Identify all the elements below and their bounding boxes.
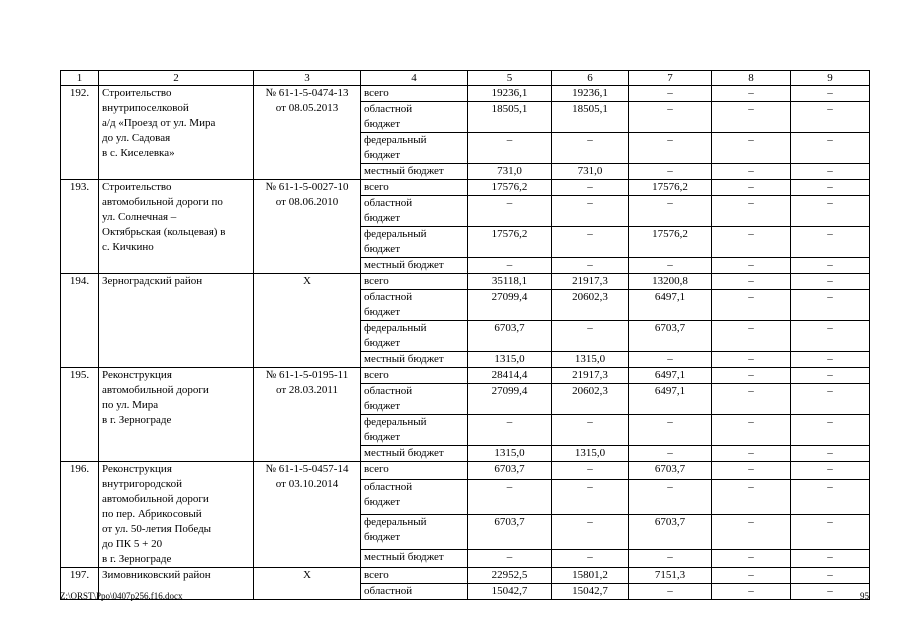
amount-cell: –: [552, 549, 629, 567]
funding-source: местный бюджет: [361, 164, 468, 180]
amount-cell: –: [468, 415, 552, 446]
funding-source: всего: [361, 368, 468, 384]
amount-cell: 731,0: [552, 164, 629, 180]
amount-cell: –: [791, 86, 870, 102]
amount-cell: 20602,3: [552, 290, 629, 321]
amount-cell: –: [629, 584, 712, 600]
amount-cell: –: [791, 584, 870, 600]
amount-cell: 1315,0: [552, 352, 629, 368]
amount-cell: 13200,8: [629, 274, 712, 290]
amount-cell: 15042,7: [468, 584, 552, 600]
amount-cell: 20602,3: [552, 384, 629, 415]
amount-cell: –: [791, 227, 870, 258]
amount-cell: –: [791, 462, 870, 480]
page-number: 95: [860, 591, 869, 601]
table-row: [61, 368, 870, 384]
amount-cell: 7151,3: [629, 568, 712, 584]
amount-cell: –: [791, 290, 870, 321]
amount-cell: 28414,4: [468, 368, 552, 384]
amount-cell: –: [712, 549, 791, 567]
funding-source: всего: [361, 462, 468, 480]
amount-cell: 22952,5: [468, 568, 552, 584]
column-header: 2: [99, 71, 254, 86]
item-name: Реконструкция автомобильной дороги по ул. Мира в г. Зернограде: [99, 368, 254, 462]
amount-cell: –: [552, 258, 629, 274]
amount-cell: –: [629, 415, 712, 446]
item-name: Зимовниковский район: [99, 568, 254, 600]
item-name: Зерноградский район: [99, 274, 254, 368]
amount-cell: –: [468, 196, 552, 227]
amount-cell: 6703,7: [629, 514, 712, 549]
amount-cell: 19236,1: [552, 86, 629, 102]
column-header: 7: [629, 71, 712, 86]
item-number: 194.: [61, 274, 99, 368]
amount-cell: –: [712, 352, 791, 368]
item-document: Х: [254, 274, 361, 368]
amount-cell: –: [712, 86, 791, 102]
funding-source: областной бюджет: [361, 102, 468, 133]
amount-cell: –: [712, 568, 791, 584]
amount-cell: –: [552, 196, 629, 227]
table-row: [61, 462, 870, 480]
amount-cell: –: [629, 446, 712, 462]
amount-cell: 27099,4: [468, 290, 552, 321]
amount-cell: 1315,0: [468, 352, 552, 368]
amount-cell: –: [629, 86, 712, 102]
funding-source: всего: [361, 180, 468, 196]
amount-cell: –: [791, 415, 870, 446]
amount-cell: 1315,0: [552, 446, 629, 462]
funding-source: местный бюджет: [361, 258, 468, 274]
amount-cell: –: [712, 164, 791, 180]
item-document: № 61-1-5-0195-11 от 28.03.2011: [254, 368, 361, 462]
item-name: Строительство внутрипоселковой а/д «Проезд от ул. Мира до ул. Садовая в с. Киселевка»: [99, 86, 254, 180]
item-name: Реконструкция внутригородской автомобильной дороги по пер. Абрикосовый от ул. 50-летия Победы до ПК 5 + 20 в г. Зернограде: [99, 462, 254, 568]
amount-cell: –: [629, 133, 712, 164]
amount-cell: 17576,2: [629, 227, 712, 258]
table-row: [61, 86, 870, 102]
file-path: Z:\ORST\Ppo\0407p256.f16.docx: [60, 591, 183, 601]
amount-cell: 731,0: [468, 164, 552, 180]
amount-cell: 18505,1: [468, 102, 552, 133]
amount-cell: –: [791, 274, 870, 290]
item-number: 197.: [61, 568, 99, 600]
amount-cell: –: [791, 258, 870, 274]
amount-cell: 17576,2: [468, 227, 552, 258]
table-row: [61, 274, 870, 290]
amount-cell: –: [552, 480, 629, 515]
funding-source: областной бюджет: [361, 290, 468, 321]
amount-cell: –: [791, 384, 870, 415]
amount-cell: –: [629, 102, 712, 133]
funding-source: областной: [361, 584, 468, 600]
amount-cell: 35118,1: [468, 274, 552, 290]
funding-source: всего: [361, 86, 468, 102]
column-header: 4: [361, 71, 468, 86]
amount-cell: –: [791, 480, 870, 515]
amount-cell: –: [468, 549, 552, 567]
amount-cell: –: [712, 227, 791, 258]
amount-cell: 19236,1: [468, 86, 552, 102]
table-row: [61, 180, 870, 196]
funding-source: федеральный бюджет: [361, 514, 468, 549]
amount-cell: –: [468, 133, 552, 164]
amount-cell: 15042,7: [552, 584, 629, 600]
amount-cell: –: [629, 196, 712, 227]
table-row: [61, 568, 870, 584]
amount-cell: –: [629, 258, 712, 274]
funding-source: федеральный бюджет: [361, 415, 468, 446]
funding-source: всего: [361, 568, 468, 584]
item-document: Х: [254, 568, 361, 600]
amount-cell: –: [552, 227, 629, 258]
amount-cell: –: [712, 384, 791, 415]
amount-cell: –: [791, 102, 870, 133]
amount-cell: 6497,1: [629, 368, 712, 384]
amount-cell: 18505,1: [552, 102, 629, 133]
item-name: Строительство автомобильной дороги по ул. Солнечная – Октябрьская (кольцевая) в с. Кичкино: [99, 180, 254, 274]
amount-cell: 6703,7: [468, 514, 552, 549]
column-header: 6: [552, 71, 629, 86]
amount-cell: –: [552, 133, 629, 164]
column-header: 9: [791, 71, 870, 86]
amount-cell: –: [468, 480, 552, 515]
amount-cell: –: [712, 584, 791, 600]
item-number: 192.: [61, 86, 99, 180]
column-header: 8: [712, 71, 791, 86]
amount-cell: –: [712, 321, 791, 352]
amount-cell: –: [791, 549, 870, 567]
amount-cell: –: [712, 446, 791, 462]
item-number: 196.: [61, 462, 99, 568]
funding-source: местный бюджет: [361, 446, 468, 462]
amount-cell: 6703,7: [629, 462, 712, 480]
amount-cell: –: [629, 480, 712, 515]
amount-cell: 6703,7: [629, 321, 712, 352]
amount-cell: –: [712, 180, 791, 196]
funding-source: всего: [361, 274, 468, 290]
amount-cell: 6703,7: [468, 462, 552, 480]
amount-cell: –: [552, 462, 629, 480]
amount-cell: –: [791, 164, 870, 180]
item-document: № 61-1-5-0474-13 от 08.05.2013: [254, 86, 361, 180]
column-header: 5: [468, 71, 552, 86]
amount-cell: –: [712, 514, 791, 549]
funding-source: федеральный бюджет: [361, 227, 468, 258]
funding-source: областной бюджет: [361, 196, 468, 227]
amount-cell: –: [712, 133, 791, 164]
amount-cell: –: [712, 462, 791, 480]
amount-cell: –: [712, 258, 791, 274]
amount-cell: –: [629, 549, 712, 567]
amount-cell: –: [552, 321, 629, 352]
amount-cell: 15801,2: [552, 568, 629, 584]
column-header: 1: [61, 71, 99, 86]
amount-cell: 21917,3: [552, 274, 629, 290]
amount-cell: 1315,0: [468, 446, 552, 462]
amount-cell: 6703,7: [468, 321, 552, 352]
amount-cell: 21917,3: [552, 368, 629, 384]
column-header: 3: [254, 71, 361, 86]
amount-cell: –: [468, 258, 552, 274]
budget-table: [60, 70, 870, 600]
amount-cell: 27099,4: [468, 384, 552, 415]
amount-cell: 6497,1: [629, 290, 712, 321]
amount-cell: –: [629, 352, 712, 368]
funding-source: областной бюджет: [361, 480, 468, 515]
amount-cell: 17576,2: [629, 180, 712, 196]
amount-cell: –: [791, 568, 870, 584]
amount-cell: –: [712, 274, 791, 290]
item-document: № 61-1-5-0457-14 от 03.10.2014: [254, 462, 361, 568]
funding-source: федеральный бюджет: [361, 133, 468, 164]
item-number: 193.: [61, 180, 99, 274]
amount-cell: –: [552, 415, 629, 446]
column-number-row: [61, 71, 870, 86]
funding-source: местный бюджет: [361, 352, 468, 368]
amount-cell: 17576,2: [468, 180, 552, 196]
amount-cell: –: [552, 180, 629, 196]
amount-cell: –: [791, 368, 870, 384]
amount-cell: –: [552, 514, 629, 549]
amount-cell: –: [712, 196, 791, 227]
amount-cell: –: [712, 290, 791, 321]
amount-cell: –: [791, 352, 870, 368]
amount-cell: –: [712, 415, 791, 446]
amount-cell: –: [712, 368, 791, 384]
amount-cell: –: [791, 133, 870, 164]
amount-cell: –: [791, 514, 870, 549]
funding-source: федеральный бюджет: [361, 321, 468, 352]
amount-cell: –: [791, 446, 870, 462]
amount-cell: –: [712, 102, 791, 133]
amount-cell: –: [791, 180, 870, 196]
amount-cell: –: [712, 480, 791, 515]
funding-source: местный бюджет: [361, 549, 468, 567]
amount-cell: –: [791, 321, 870, 352]
funding-source: областной бюджет: [361, 384, 468, 415]
item-number: 195.: [61, 368, 99, 462]
amount-cell: 6497,1: [629, 384, 712, 415]
amount-cell: –: [629, 164, 712, 180]
item-document: № 61-1-5-0027-10 от 08.06.2010: [254, 180, 361, 274]
amount-cell: –: [791, 196, 870, 227]
